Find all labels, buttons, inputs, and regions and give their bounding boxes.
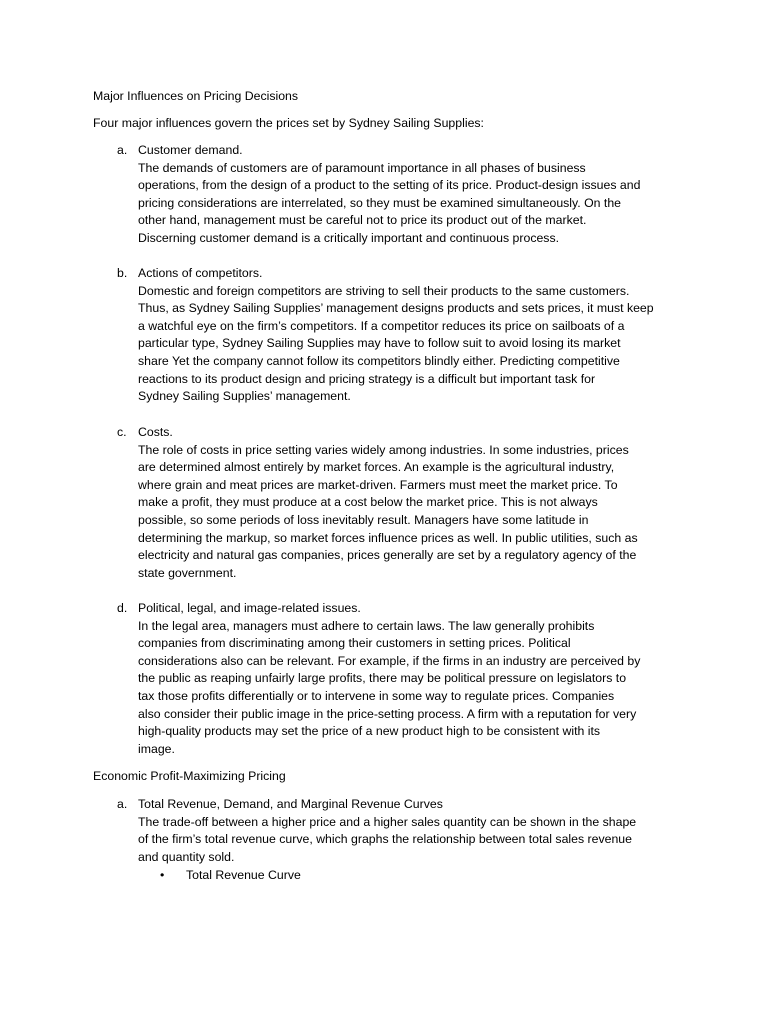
list-item-body [138, 600, 677, 758]
list-item-title: Total Revenue, Demand, and Marginal Revenue Curves [138, 797, 443, 811]
list-marker: c. [117, 425, 127, 439]
list-item-body [138, 796, 677, 866]
bullet-text: Total Revenue Curve [186, 868, 301, 882]
text-line: the public as reaping unfairly large profits, there may be political pressure on legislators to [138, 671, 627, 686]
text-line: a watchful eye on the firm’s competitors. If a competitor reduces its price on sailboats of a [138, 318, 625, 333]
text-line: and quantity sold. [138, 849, 235, 864]
text-line: In the legal area, managers must adhere to certain laws. The law generally prohibits [138, 618, 595, 633]
list-marker: a. [117, 143, 128, 157]
intro-paragraph: Four major influences govern the prices set by Sydney Sailing Supplies: [93, 116, 484, 130]
list-marker: a. [117, 797, 128, 811]
list-item-title: Political, legal, and image-related issues. [138, 601, 361, 615]
list-item-body [138, 265, 677, 406]
text-line: of the firm’s total revenue curve, which graphs the relationship between total sales revenue [138, 832, 632, 847]
bullet-marker: • [160, 868, 165, 882]
text-line: particular type, Sydney Sailing Supplies may have to follow suit to avoid losing its market [138, 336, 621, 351]
text-line: state government. [138, 565, 237, 580]
text-line: image. [138, 741, 175, 756]
list-item-costs [117, 424, 677, 582]
bullet-item-total-revenue-curve [160, 867, 301, 885]
text-line: also consider their public image in the price-setting process. A firm with a reputation for very [138, 706, 637, 721]
text-line: The demands of customers are of paramount importance in all phases of business [138, 160, 586, 175]
list-item-title: Customer demand. [138, 143, 243, 157]
text-line: considerations also can be relevant. For example, if the firms in an industry are perceived by [138, 653, 641, 668]
text-line: possible, so some periods of loss inevitably result. Managers have some latitude in [138, 512, 589, 527]
text-line: where grain and meat prices are market-driven. Farmers must meet the market price. To [138, 477, 618, 492]
section-heading-pricing-influences: Major Influences on Pricing Decisions [93, 89, 299, 103]
text-line: Sydney Sailing Supplies’ management. [138, 389, 351, 404]
list-item-title: Costs. [138, 425, 173, 439]
list-item-body [138, 142, 677, 248]
list-marker: d. [117, 601, 128, 615]
text-line: share Yet the company cannot follow its competitors blindly either. Predicting competitive [138, 353, 620, 368]
text-line: operations, from the design of a product to the setting of its price. Product-design issues and [138, 178, 641, 193]
list-item-revenue-curves [117, 796, 677, 866]
list-marker: b. [117, 266, 128, 280]
text-line: make a profit, they must produce at a cost below the market price. This is not always [138, 495, 598, 510]
text-line: high-quality products may set the price of a new product high to be consistent with its [138, 724, 601, 739]
text-line: determining the markup, so market forces influence prices as well. In public utilities, such as [138, 530, 638, 545]
text-line: electricity and natural gas companies, prices generally are set by a regulatory agency of the [138, 548, 637, 563]
list-item-body [138, 424, 677, 582]
text-line: are determined almost entirely by market forces. An example is the agricultural industry, [138, 460, 615, 475]
text-line: Domestic and foreign competitors are striving to sell their products to the same customers. [138, 283, 630, 298]
text-line: Discerning customer demand is a critically important and continuous process. [138, 230, 560, 245]
text-line: companies from discriminating among their customers in setting prices. Political [138, 636, 571, 651]
text-line: Thus, as Sydney Sailing Supplies’ management designs products and sets prices, it must keep [138, 301, 654, 316]
list-item-political-legal-image [117, 600, 677, 758]
text-line: The trade-off between a higher price and a higher sales quantity can be shown in the shape [138, 814, 637, 829]
text-line: pricing considerations are interrelated, so they must be examined simultaneously. On the [138, 195, 622, 210]
text-line: reactions to its product design and pricing strategy is a difficult but important task for [138, 371, 596, 386]
text-line: The role of costs in price setting varies widely among industries. In some industries, prices [138, 442, 629, 457]
text-line: other hand, management must be careful not to price its product out of the market. [138, 213, 587, 228]
text-line: tax those profits differentially or to intervene in some way to regulate prices. Companies [138, 688, 615, 703]
list-item-title: Actions of competitors. [138, 266, 263, 280]
list-item-actions-of-competitors [117, 265, 677, 406]
section-heading-profit-maximizing: Economic Profit-Maximizing Pricing [93, 769, 286, 783]
list-item-customer-demand [117, 142, 677, 248]
